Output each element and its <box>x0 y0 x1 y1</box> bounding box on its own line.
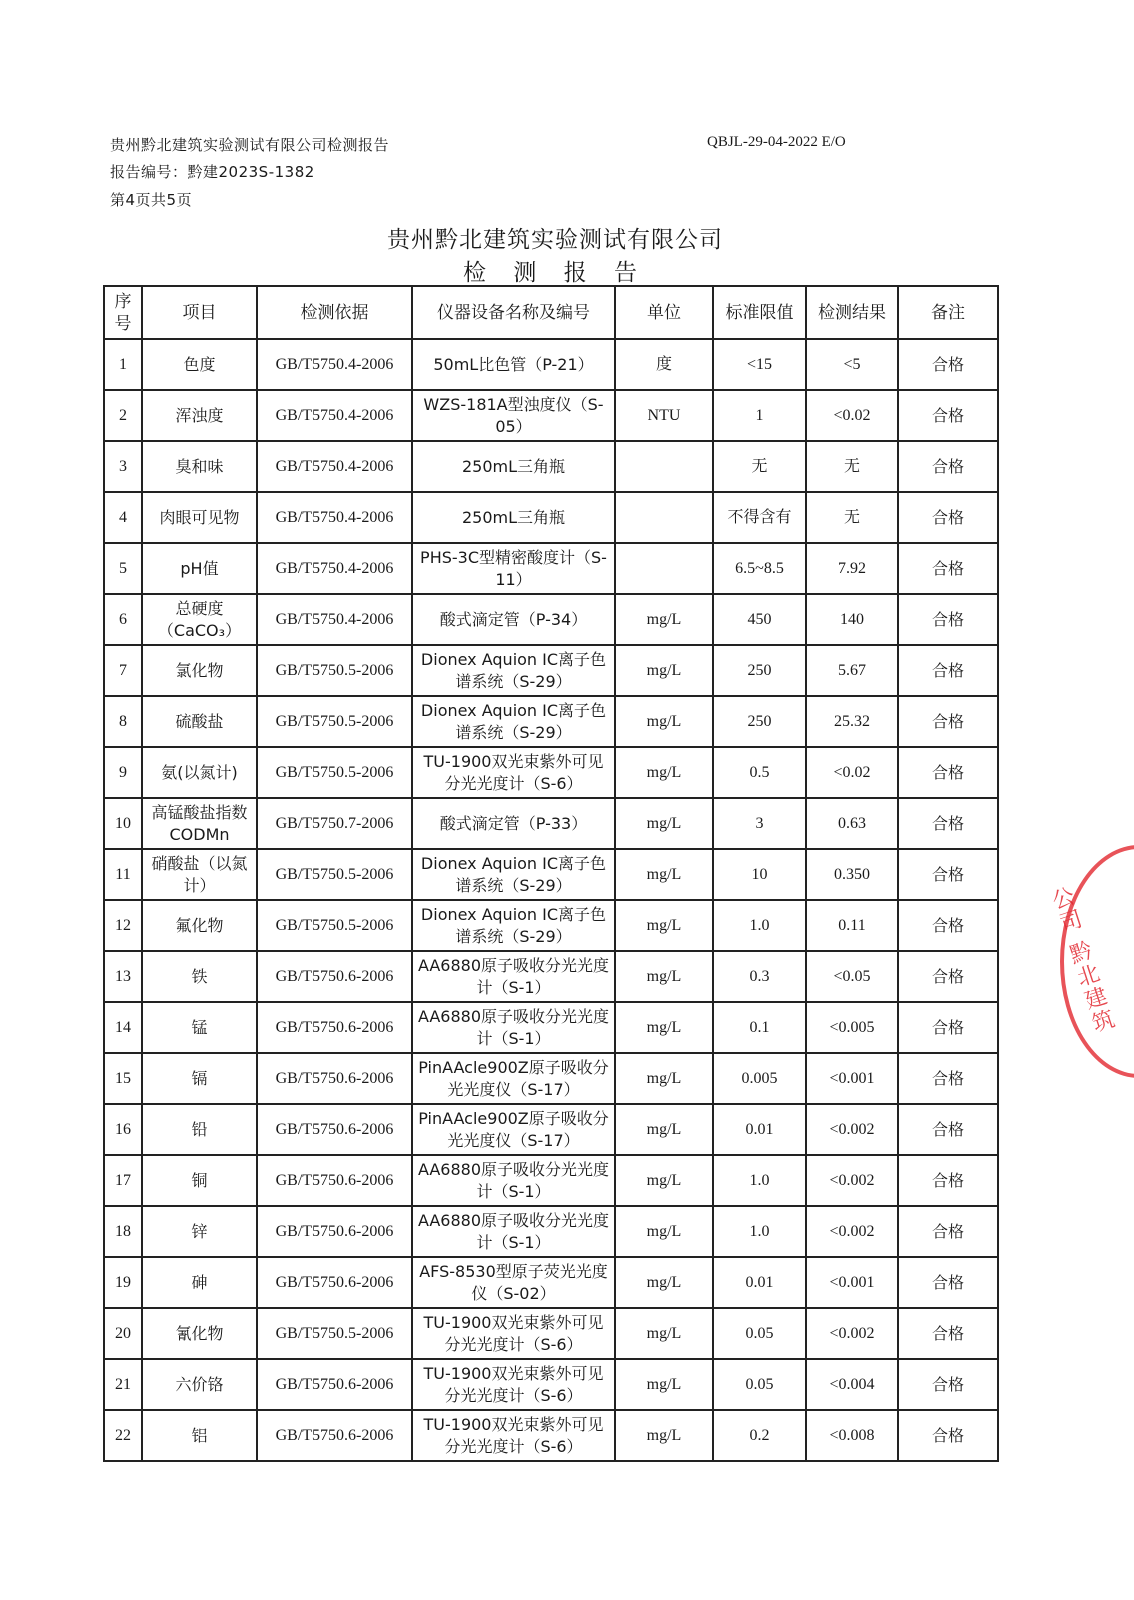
equipment-name: TU-1900双光束紫外可见分光光度计（S-6） <box>412 1308 615 1359</box>
item-name: 锰 <box>142 1002 257 1053</box>
unit: mg/L <box>615 1410 713 1461</box>
test-basis: GB/T5750.4-2006 <box>257 390 412 441</box>
standard-limit: 0.05 <box>713 1359 806 1410</box>
test-basis: GB/T5750.4-2006 <box>257 543 412 594</box>
test-result: 140 <box>806 594 898 645</box>
equipment-name: WZS-181A型浊度仪（S-05） <box>412 390 615 441</box>
official-seal-text: 公司 黔北建筑 <box>1045 883 1118 1038</box>
row-number: 6 <box>104 594 142 645</box>
test-basis: GB/T5750.6-2006 <box>257 1155 412 1206</box>
unit: mg/L <box>615 1359 713 1410</box>
remark: 合格 <box>898 1410 998 1461</box>
test-result: <0.002 <box>806 1104 898 1155</box>
standard-limit: 1.0 <box>713 900 806 951</box>
equipment-name: 酸式滴定管（P-34） <box>412 594 615 645</box>
test-basis: GB/T5750.5-2006 <box>257 645 412 696</box>
remark: 合格 <box>898 594 998 645</box>
test-basis: GB/T5750.6-2006 <box>257 1104 412 1155</box>
test-result: <5 <box>806 339 898 390</box>
item-name: 铜 <box>142 1155 257 1206</box>
unit: mg/L <box>615 747 713 798</box>
remark: 合格 <box>898 1002 998 1053</box>
item-name: 硫酸盐 <box>142 696 257 747</box>
test-basis: GB/T5750.5-2006 <box>257 900 412 951</box>
unit: mg/L <box>615 951 713 1002</box>
standard-limit: 250 <box>713 645 806 696</box>
equipment-name: Dionex Aquion IC离子色谱系统（S-29） <box>412 696 615 747</box>
equipment-name: AFS-8530型原子荧光光度仪（S-02） <box>412 1257 615 1308</box>
table-row <box>104 1104 998 1155</box>
equipment-name: TU-1900双光束紫外可见分光光度计（S-6） <box>412 1410 615 1461</box>
remark: 合格 <box>898 1257 998 1308</box>
remark: 合格 <box>898 1104 998 1155</box>
test-result: 0.63 <box>806 798 898 849</box>
unit: 度 <box>615 339 713 390</box>
standard-limit: 0.05 <box>713 1308 806 1359</box>
remark: 合格 <box>898 339 998 390</box>
standard-limit: 无 <box>713 441 806 492</box>
test-result: <0.002 <box>806 1155 898 1206</box>
standard-limit: 1.0 <box>713 1155 806 1206</box>
remark: 合格 <box>898 849 998 900</box>
item-name: 氨(以氮计) <box>142 747 257 798</box>
table-header-row <box>104 286 998 339</box>
equipment-name: PinAAcle900Z原子吸收分光光度仪（S-17） <box>412 1053 615 1104</box>
row-number: 9 <box>104 747 142 798</box>
standard-limit: 10 <box>713 849 806 900</box>
item-name: 铝 <box>142 1410 257 1461</box>
item-name: 浑浊度 <box>142 390 257 441</box>
standard-limit: 0.5 <box>713 747 806 798</box>
test-result: 25.32 <box>806 696 898 747</box>
item-name: 氰化物 <box>142 1308 257 1359</box>
item-name: 镉 <box>142 1053 257 1104</box>
remark: 合格 <box>898 543 998 594</box>
item-name: 色度 <box>142 339 257 390</box>
standard-limit: 0.005 <box>713 1053 806 1104</box>
table-row <box>104 1308 998 1359</box>
table-row <box>104 1053 998 1104</box>
remark: 合格 <box>898 900 998 951</box>
test-result: 5.67 <box>806 645 898 696</box>
test-basis: GB/T5750.6-2006 <box>257 1257 412 1308</box>
equipment-name: Dionex Aquion IC离子色谱系统（S-29） <box>412 645 615 696</box>
unit: mg/L <box>615 900 713 951</box>
row-number: 3 <box>104 441 142 492</box>
test-result: 7.92 <box>806 543 898 594</box>
header-result: 检测结果 <box>806 286 898 339</box>
test-basis: GB/T5750.5-2006 <box>257 696 412 747</box>
header-unit: 单位 <box>615 286 713 339</box>
table-row <box>104 849 998 900</box>
remark: 合格 <box>898 1359 998 1410</box>
item-name: 臭和味 <box>142 441 257 492</box>
standard-limit: 0.01 <box>713 1104 806 1155</box>
row-number: 4 <box>104 492 142 543</box>
equipment-name: Dionex Aquion IC离子色谱系统（S-29） <box>412 900 615 951</box>
test-result: 无 <box>806 492 898 543</box>
document-code: QBJL-29-04-2022 E/O <box>707 134 846 150</box>
unit: mg/L <box>615 1002 713 1053</box>
header-item: 项目 <box>142 286 257 339</box>
test-result: <0.002 <box>806 1206 898 1257</box>
item-name: pH值 <box>142 543 257 594</box>
test-basis: GB/T5750.6-2006 <box>257 1206 412 1257</box>
table-row <box>104 441 998 492</box>
unit: mg/L <box>615 1308 713 1359</box>
table-row <box>104 339 998 390</box>
table-row <box>104 390 998 441</box>
header-remark: 备注 <box>898 286 998 339</box>
test-result: <0.001 <box>806 1257 898 1308</box>
item-name: 高锰酸盐指数CODMn <box>142 798 257 849</box>
row-number: 18 <box>104 1206 142 1257</box>
standard-limit: 1 <box>713 390 806 441</box>
header-limit: 标准限值 <box>713 286 806 339</box>
test-basis: GB/T5750.4-2006 <box>257 492 412 543</box>
table-row <box>104 543 998 594</box>
test-result: <0.001 <box>806 1053 898 1104</box>
unit: mg/L <box>615 696 713 747</box>
unit: mg/L <box>615 1257 713 1308</box>
remark: 合格 <box>898 951 998 1002</box>
report-number: 报告编号：黔建2023S-1382 <box>110 163 315 181</box>
remark: 合格 <box>898 441 998 492</box>
item-name: 氟化物 <box>142 900 257 951</box>
row-number: 5 <box>104 543 142 594</box>
table-row <box>104 1257 998 1308</box>
equipment-name: 酸式滴定管（P-33） <box>412 798 615 849</box>
header-basis: 检测依据 <box>257 286 412 339</box>
unit: mg/L <box>615 1155 713 1206</box>
table-row <box>104 696 998 747</box>
row-number: 19 <box>104 1257 142 1308</box>
remark: 合格 <box>898 696 998 747</box>
equipment-name: AA6880原子吸收分光光度计（S-1） <box>412 951 615 1002</box>
row-number: 12 <box>104 900 142 951</box>
test-basis: GB/T5750.7-2006 <box>257 798 412 849</box>
unit: mg/L <box>615 1206 713 1257</box>
equipment-name: TU-1900双光束紫外可见分光光度计（S-6） <box>412 1359 615 1410</box>
test-result: 0.11 <box>806 900 898 951</box>
equipment-name: AA6880原子吸收分光光度计（S-1） <box>412 1002 615 1053</box>
unit <box>615 492 713 543</box>
test-basis: GB/T5750.4-2006 <box>257 339 412 390</box>
table-row <box>104 645 998 696</box>
standard-limit: 6.5~8.5 <box>713 543 806 594</box>
row-number: 2 <box>104 390 142 441</box>
row-number: 16 <box>104 1104 142 1155</box>
table-row <box>104 900 998 951</box>
item-name: 铁 <box>142 951 257 1002</box>
test-result: <0.008 <box>806 1410 898 1461</box>
unit: mg/L <box>615 798 713 849</box>
row-number: 20 <box>104 1308 142 1359</box>
test-result: <0.05 <box>806 951 898 1002</box>
test-results-table <box>103 285 999 1462</box>
report-title: 检 测 报 告 <box>463 260 647 286</box>
remark: 合格 <box>898 1308 998 1359</box>
unit: NTU <box>615 390 713 441</box>
test-basis: GB/T5750.6-2006 <box>257 1053 412 1104</box>
equipment-name: 250mL三角瓶 <box>412 441 615 492</box>
table-row <box>104 594 998 645</box>
test-basis: GB/T5750.6-2006 <box>257 951 412 1002</box>
standard-limit: 0.1 <box>713 1002 806 1053</box>
equipment-name: AA6880原子吸收分光光度计（S-1） <box>412 1206 615 1257</box>
test-result: 0.350 <box>806 849 898 900</box>
page-info: 第4页共5页 <box>110 191 193 209</box>
unit: mg/L <box>615 1053 713 1104</box>
test-basis: GB/T5750.5-2006 <box>257 849 412 900</box>
standard-limit: <15 <box>713 339 806 390</box>
test-result: <0.02 <box>806 747 898 798</box>
row-number: 21 <box>104 1359 142 1410</box>
table-row <box>104 1410 998 1461</box>
table-row <box>104 747 998 798</box>
equipment-name: 250mL三角瓶 <box>412 492 615 543</box>
remark: 合格 <box>898 645 998 696</box>
company-report-line: 贵州黔北建筑实验测试有限公司检测报告 <box>110 136 390 154</box>
item-name: 氯化物 <box>142 645 257 696</box>
test-result: <0.002 <box>806 1308 898 1359</box>
standard-limit: 450 <box>713 594 806 645</box>
row-number: 10 <box>104 798 142 849</box>
item-name: 硝酸盐（以氮计） <box>142 849 257 900</box>
remark: 合格 <box>898 1206 998 1257</box>
row-number: 14 <box>104 1002 142 1053</box>
test-basis: GB/T5750.6-2006 <box>257 1002 412 1053</box>
remark: 合格 <box>898 1155 998 1206</box>
unit: mg/L <box>615 1104 713 1155</box>
test-result: 无 <box>806 441 898 492</box>
equipment-name: PinAAcle900Z原子吸收分光光度仪（S-17） <box>412 1104 615 1155</box>
unit <box>615 441 713 492</box>
row-number: 11 <box>104 849 142 900</box>
remark: 合格 <box>898 747 998 798</box>
unit <box>615 543 713 594</box>
header-no: 序号 <box>104 286 142 339</box>
unit: mg/L <box>615 594 713 645</box>
remark: 合格 <box>898 492 998 543</box>
test-result: <0.004 <box>806 1359 898 1410</box>
row-number: 22 <box>104 1410 142 1461</box>
remark: 合格 <box>898 390 998 441</box>
row-number: 17 <box>104 1155 142 1206</box>
test-result: <0.005 <box>806 1002 898 1053</box>
remark: 合格 <box>898 798 998 849</box>
table-row <box>104 492 998 543</box>
table-row <box>104 951 998 1002</box>
remark: 合格 <box>898 1053 998 1104</box>
item-name: 铅 <box>142 1104 257 1155</box>
standard-limit: 0.3 <box>713 951 806 1002</box>
equipment-name: 50mL比色管（P-21） <box>412 339 615 390</box>
equipment-name: TU-1900双光束紫外可见分光光度计（S-6） <box>412 747 615 798</box>
table-row <box>104 1002 998 1053</box>
test-basis: GB/T5750.6-2006 <box>257 1410 412 1461</box>
row-number: 1 <box>104 339 142 390</box>
unit: mg/L <box>615 849 713 900</box>
equipment-name: Dionex Aquion IC离子色谱系统（S-29） <box>412 849 615 900</box>
table-row <box>104 1206 998 1257</box>
header-equipment: 仪器设备名称及编号 <box>412 286 615 339</box>
table-row <box>104 1155 998 1206</box>
item-name: 总硬度（CaCO₃） <box>142 594 257 645</box>
item-name: 肉眼可见物 <box>142 492 257 543</box>
test-basis: GB/T5750.4-2006 <box>257 594 412 645</box>
standard-limit: 0.01 <box>713 1257 806 1308</box>
row-number: 15 <box>104 1053 142 1104</box>
item-name: 六价铬 <box>142 1359 257 1410</box>
standard-limit: 3 <box>713 798 806 849</box>
item-name: 锌 <box>142 1206 257 1257</box>
standard-limit: 0.2 <box>713 1410 806 1461</box>
standard-limit: 250 <box>713 696 806 747</box>
unit: mg/L <box>615 645 713 696</box>
test-basis: GB/T5750.5-2006 <box>257 1308 412 1359</box>
equipment-name: AA6880原子吸收分光光度计（S-1） <box>412 1155 615 1206</box>
test-basis: GB/T5750.5-2006 <box>257 747 412 798</box>
equipment-name: PHS-3C型精密酸度计（S-11） <box>412 543 615 594</box>
table-row <box>104 1359 998 1410</box>
standard-limit: 1.0 <box>713 1206 806 1257</box>
test-basis: GB/T5750.6-2006 <box>257 1359 412 1410</box>
test-result: <0.02 <box>806 390 898 441</box>
row-number: 8 <box>104 696 142 747</box>
standard-limit: 不得含有 <box>713 492 806 543</box>
table-row <box>104 798 998 849</box>
company-title: 贵州黔北建筑实验测试有限公司 <box>387 227 723 253</box>
row-number: 13 <box>104 951 142 1002</box>
item-name: 砷 <box>142 1257 257 1308</box>
test-basis: GB/T5750.4-2006 <box>257 441 412 492</box>
row-number: 7 <box>104 645 142 696</box>
